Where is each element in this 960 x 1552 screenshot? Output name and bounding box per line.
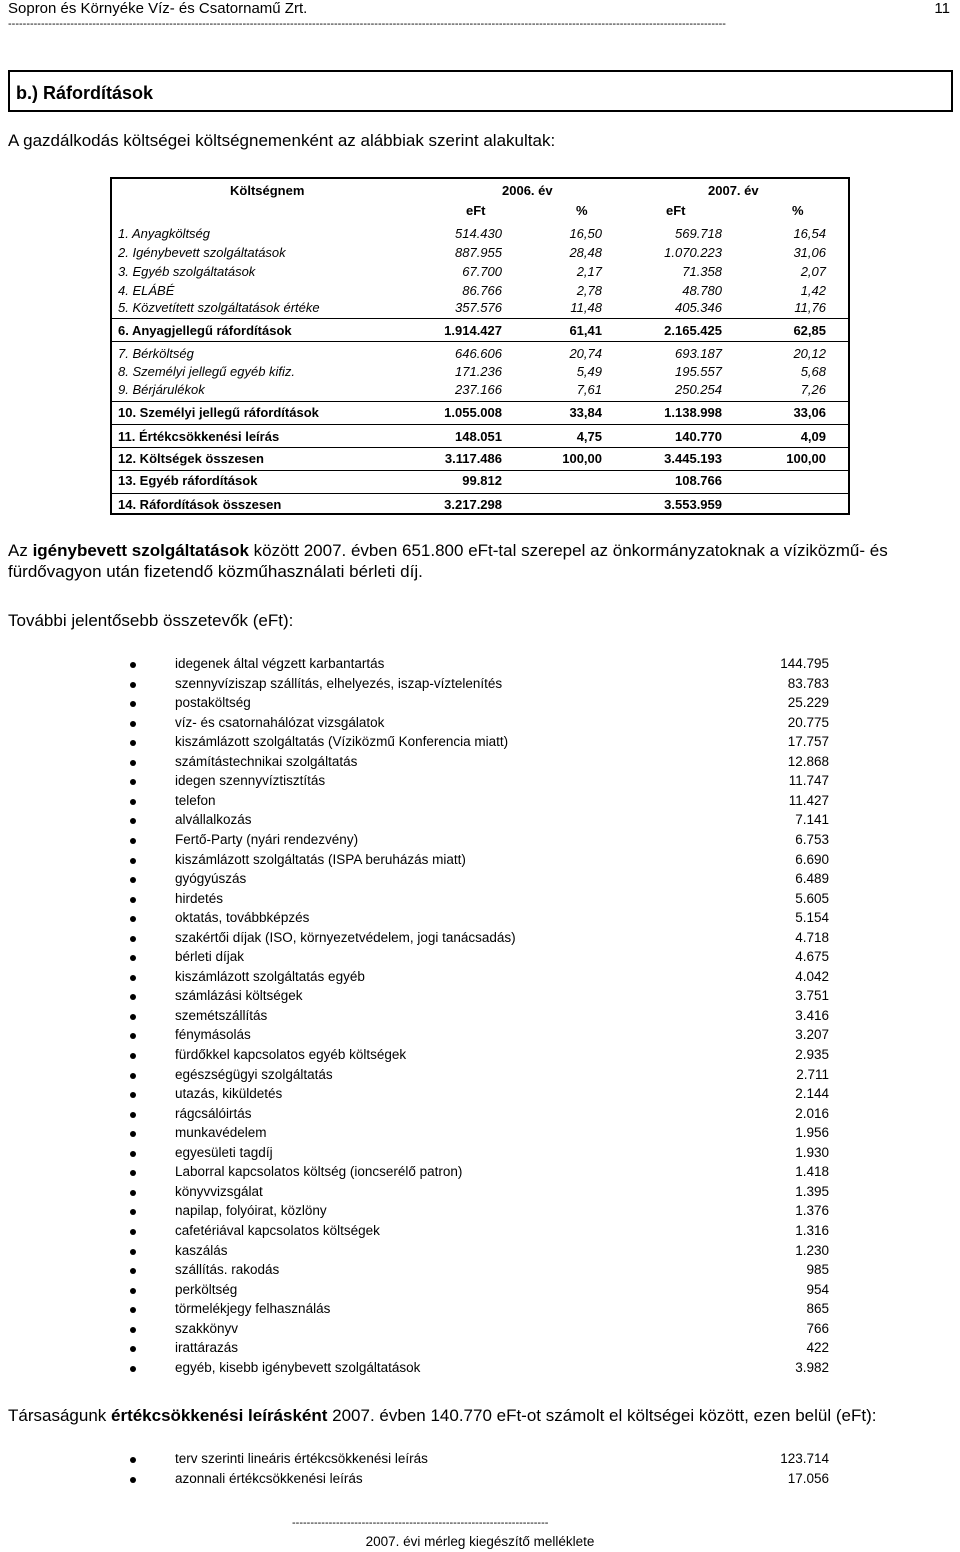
row-pct-2006: 11,48 [570,300,602,315]
row-pct-2007: 11,76 [794,300,826,315]
item-label: törmelékjegy felhasználás [175,1301,331,1317]
item-value: 20.775 [787,714,829,730]
item-value: 3.751 [795,988,829,1004]
item-label: hirdetés [175,890,224,906]
list-item [0,930,960,949]
item-label: azonnali értékcsökkenési leírás [175,1470,363,1486]
components-list [0,656,960,1386]
bullet-icon [130,1327,136,1333]
depreciation-list [0,1451,960,1491]
item-label: idegenek által végzett karbantartás [175,656,385,671]
list-item [0,676,960,695]
bullet-icon [130,936,136,942]
item-value: 25.229 [787,695,829,711]
row-eft-2006: 148.051 [455,429,502,444]
list-item [0,1067,960,1086]
row-pct-2006: 4,75 [576,429,602,444]
row-pct-2006: 2,17 [576,264,602,279]
list-item [0,1184,960,1203]
bullet-icon [130,1151,136,1157]
table-divider [112,341,848,342]
list-item [0,812,960,831]
row-pct-2006: 5,49 [576,364,602,379]
header-year-2006: 2006. év [502,183,553,198]
row-eft-2007: 140.770 [675,429,722,444]
list-item [0,1360,960,1379]
item-label: Laborral kapcsolatos költség (ioncserélő patron) [175,1164,463,1180]
bullet-icon [130,994,136,1000]
list-item [0,1164,960,1183]
list-item [0,949,960,968]
item-label: irattárazás [175,1340,239,1356]
row-eft-2007: 195.557 [675,364,722,379]
item-label: szemétszállítás [175,1007,268,1023]
list-item [0,734,960,753]
item-value: 4.675 [795,949,829,965]
row-label: 9. Bérjárulékok [118,382,205,397]
item-value: 83.783 [787,675,829,691]
item-label: oktatás, továbbképzés [175,910,310,926]
row-pct-2006: 2,78 [576,283,602,298]
row-label: 12. Költségek összesen [118,451,264,466]
bullet-icon [130,682,136,688]
list-item [0,1086,960,1105]
row-eft-2006: 86.766 [462,283,502,298]
bullet-icon [130,858,136,864]
item-label: egyéb, kisebb igénybevett szolgáltatások [175,1359,421,1375]
bullet-icon [130,1112,136,1118]
bullet-icon [130,877,136,883]
list-item [0,656,960,675]
list-item [0,1262,960,1281]
row-eft-2007: 1.138.998 [664,405,722,420]
table-divider [112,401,848,402]
row-eft-2006: 99.812 [462,473,502,488]
item-value: 5.154 [795,910,829,926]
item-value: 12.868 [787,753,829,769]
item-value: 1.230 [795,1242,829,1258]
bullet-icon [130,975,136,981]
item-label: szállítás. rakodás [175,1262,280,1278]
list-item [0,1340,960,1359]
item-label: telefon [175,792,216,808]
footer-divider: ---------------------------------------------------------------------- [292,1517,549,1529]
item-label: szakkönyv [175,1320,239,1336]
bullet-icon [130,818,136,824]
item-label: rágcsálóirtás [175,1105,252,1121]
row-eft-2006: 3.117.486 [444,451,502,466]
item-label: víz- és csatornahálózat vizsgálatok [175,714,385,730]
item-label: szakértői díjak (ISO, környezetvédelem, jogi tanácsadás) [175,929,516,945]
list-item [0,1451,960,1470]
list-item [0,969,960,988]
item-label: kiszámlázott szolgáltatás (ISPA beruházás miatt) [175,851,466,867]
item-label: kaszálás [175,1242,228,1258]
row-eft-2007: 250.254 [675,382,722,397]
list-title: További jelentősebb összetevők (eFt): [8,611,294,630]
bullet-icon [130,760,136,766]
para1-end: között 2007. évben 651.800 eFt-tal szerepel az önkormányzatoknak a víziközmű- és fürdővagyon után fizetendő közműhasználati bérleti díj. [8,541,888,581]
item-value: 3.207 [795,1027,829,1043]
list-item [0,1243,960,1262]
row-label: 1. Anyagköltség [118,226,211,241]
row-pct-2006: 7,61 [576,382,602,397]
bullet-icon [130,701,136,707]
row-eft-2007: 48.780 [682,283,722,298]
bullet-icon [130,838,136,844]
item-value: 3.982 [795,1359,829,1375]
row-eft-2006: 67.700 [462,264,502,279]
header-pct-2006: % [576,203,588,218]
services-paragraph [8,540,953,582]
footer-text: 2007. évi mérleg kiegészítő melléklete [365,1534,595,1549]
header-year-2007: 2007. év [708,183,759,198]
bullet-icon [130,955,136,961]
bullet-icon [130,1346,136,1352]
company-name: Sopron és Környéke Víz- és Csatornamű Zrt. [8,0,308,17]
row-pct-2006: 100,00 [562,451,602,466]
row-eft-2006: 887.955 [455,245,502,260]
item-value: 4.042 [795,968,829,984]
table-divider [112,447,848,448]
bullet-icon [130,799,136,805]
item-label: szennyvíziszap szállítás, elhelyezés, iszap-víztelenítés [175,675,503,691]
item-value: 1.316 [795,1222,829,1238]
row-pct-2007: 100,00 [786,451,826,466]
list-item [0,754,960,773]
item-value: 6.753 [795,831,829,847]
item-label: gyógyúszás [175,871,247,887]
bullet-icon [130,1033,136,1039]
item-label: perköltség [175,1281,238,1297]
item-value: 766 [806,1320,829,1336]
list-item [0,773,960,792]
list-item [0,891,960,910]
section-title-box [8,70,953,112]
row-label: 14. Ráfordítások összesen [118,497,282,512]
list-item [0,1106,960,1125]
bullet-icon [130,662,136,668]
para2-end: 2007. évben 140.770 eFt-ot számolt el költségei között, ezen belül (eFt): [327,1406,877,1425]
page-number: 11 [934,0,950,17]
item-value: 422 [806,1340,829,1356]
row-eft-2007: 3.445.193 [664,451,722,466]
item-value: 954 [806,1281,829,1297]
bullet-icon [130,1288,136,1294]
item-value: 1.930 [795,1144,829,1160]
row-pct-2007: 4,09 [800,429,826,444]
bullet-icon [130,1073,136,1079]
table-divider [112,493,848,494]
row-label: 4. ELÁBÉ [118,283,175,298]
row-label: 7. Bérköltség [118,346,194,361]
para1-bold: igénybevett szolgáltatások [32,541,249,560]
item-label: egészségügyi szolgáltatás [175,1066,333,1082]
row-eft-2007: 71.358 [682,264,722,279]
row-eft-2006: 646.606 [455,346,502,361]
item-label: könyvvizsgálat [175,1183,263,1199]
row-pct-2006: 16,50 [569,226,602,241]
header-pct-2007: % [792,203,804,218]
item-label: fénymásolás [175,1027,251,1043]
item-label: alvállalkozás [175,812,252,828]
para1-start: Az [8,541,33,560]
item-value: 2.711 [796,1066,829,1082]
list-item [0,1008,960,1027]
row-pct-2007: 16,54 [793,226,826,241]
row-label: 11. Értékcsökkenési leírás [118,429,280,444]
row-eft-2006: 3.217.298 [444,497,502,512]
intro-text: A gazdálkodás költségei költségnemenként az alábbiak szerint alakultak: [8,131,556,150]
list-item [0,1471,960,1490]
list-item [0,1047,960,1066]
para2-start: Társaságunk [8,1406,111,1425]
item-label: Fertő-Party (nyári rendezvény) [175,831,359,847]
bullet-icon [130,779,136,785]
para2-bold: értékcsökkenési leírásként [111,1406,328,1425]
list-item [0,1321,960,1340]
row-eft-2006: 1.055.008 [444,405,502,420]
row-pct-2006: 20,74 [569,346,602,361]
row-label: 10. Személyi jellegű ráfordítások [118,405,319,420]
bullet-icon [130,1268,136,1274]
item-value: 1.418 [795,1164,829,1180]
row-eft-2006: 171.236 [455,364,502,379]
item-value: 11.747 [788,773,829,789]
item-value: 6.690 [795,851,829,867]
item-label: terv szerinti lineáris értékcsökkenési leírás [175,1451,428,1466]
item-value: 1.376 [795,1203,829,1219]
row-pct-2007: 31,06 [793,245,826,260]
row-eft-2006: 1.914.427 [444,323,502,338]
table-divider [112,424,848,425]
item-label: kiszámlázott szolgáltatás (Víziközmű Konferencia miatt) [175,734,509,750]
row-label: 5. Közvetített szolgáltatások értéke [118,300,320,315]
row-pct-2007: 33,06 [793,405,826,420]
row-eft-2006: 237.166 [455,382,502,397]
row-pct-2007: 2,07 [800,264,826,279]
row-pct-2007: 62,85 [793,323,826,338]
row-eft-2007: 3.553.959 [664,497,722,512]
item-value: 3.416 [795,1007,829,1023]
list-item [0,1223,960,1242]
row-eft-2007: 405.346 [675,300,722,315]
item-label: utazás, kiküldetés [175,1086,283,1102]
row-pct-2006: 28,48 [569,245,602,260]
list-item [0,695,960,714]
item-label: cafetériával kapcsolatos költségek [175,1222,380,1238]
bullet-icon [130,1170,136,1176]
bullet-icon [130,1477,136,1483]
row-label: 6. Anyagjellegű ráfordítások [118,323,292,338]
row-pct-2007: 7,26 [800,382,826,397]
list-item [0,715,960,734]
item-value: 6.489 [795,871,829,887]
item-value: 1.956 [795,1125,829,1141]
depreciation-paragraph [8,1405,953,1426]
bullet-icon [130,1457,136,1463]
list-item [0,1027,960,1046]
header-eft-2007: eFt [666,203,686,218]
list-item [0,1125,960,1144]
item-value: 2.144 [795,1086,829,1102]
row-eft-2007: 569.718 [675,226,722,241]
item-value: 985 [806,1262,829,1278]
item-value: 1.395 [795,1183,829,1199]
bullet-icon [130,1014,136,1020]
header-category: Költségnem [230,183,305,198]
list-item [0,1282,960,1301]
row-pct-2007: 5,68 [800,364,826,379]
item-label: idegen szennyvíztisztítás [175,773,326,789]
row-label: 3. Egyéb szolgáltatások [118,264,256,279]
list-item [0,1301,960,1320]
item-value: 2.935 [795,1047,829,1062]
item-value: 5.605 [795,890,829,906]
list-item [0,871,960,890]
table-divider [112,470,848,471]
item-value: 7.141 [795,812,829,828]
item-label: számítástechnikai szolgáltatás [175,753,358,769]
row-label: 2. Igénybevett szolgáltatások [118,245,286,260]
cost-table [110,177,850,515]
item-label: kiszámlázott szolgáltatás egyéb [175,968,365,984]
row-label: 8. Személyi jellegű egyéb kifiz. [118,364,296,379]
item-label: egyesületi tagdíj [175,1144,273,1160]
bullet-icon [130,1053,136,1059]
bullet-icon [130,1209,136,1215]
section-title: b.) Ráfordítások [16,83,154,103]
row-pct-2006: 61,41 [569,323,602,338]
item-label: bérleti díjak [175,949,245,965]
header-divider: ---------------------------------------------------------------------------------------------------------------------------------------------------------------------------------------------------- [8,18,726,30]
bullet-icon [130,1249,136,1255]
bullet-icon [130,1092,136,1098]
list-item [0,910,960,929]
list-item [0,1145,960,1164]
bullet-icon [130,897,136,903]
row-eft-2007: 693.187 [675,346,722,361]
bullet-icon [130,1366,136,1372]
list-item [0,832,960,851]
item-value: 17.056 [787,1470,829,1486]
table-divider [112,318,848,319]
header-eft-2006: eFt [466,203,486,218]
item-label: fürdőkkel kapcsolatos egyéb költségek [175,1047,407,1062]
item-label: postaköltség [175,695,251,711]
list-item [0,793,960,812]
row-eft-2007: 1.070.223 [664,245,722,260]
item-value: 11.427 [788,792,829,808]
bullet-icon [130,740,136,746]
row-eft-2007: 2.165.425 [664,323,722,338]
bullet-icon [130,916,136,922]
list-item [0,1203,960,1222]
item-value: 4.718 [795,929,829,945]
row-eft-2007: 108.766 [675,473,722,488]
list-item [0,852,960,871]
bullet-icon [130,1307,136,1313]
row-pct-2006: 33,84 [569,405,602,420]
item-value: 865 [806,1301,829,1317]
bullet-icon [130,1190,136,1196]
row-pct-2007: 1,42 [800,283,826,298]
item-value: 2.016 [795,1105,829,1121]
row-eft-2006: 514.430 [455,226,502,241]
item-label: munkavédelem [175,1125,267,1141]
row-pct-2007: 20,12 [793,346,826,361]
bullet-icon [130,1131,136,1137]
row-eft-2006: 357.576 [455,300,502,315]
item-value: 144.795 [780,656,829,671]
item-value: 17.757 [787,734,829,750]
item-label: napilap, folyóirat, közlöny [175,1203,327,1219]
list-item [0,988,960,1007]
item-label: számlázási költségek [175,988,303,1004]
bullet-icon [130,721,136,727]
row-label: 13. Egyéb ráfordítások [118,473,258,488]
item-value: 123.714 [780,1451,829,1466]
bullet-icon [130,1229,136,1235]
